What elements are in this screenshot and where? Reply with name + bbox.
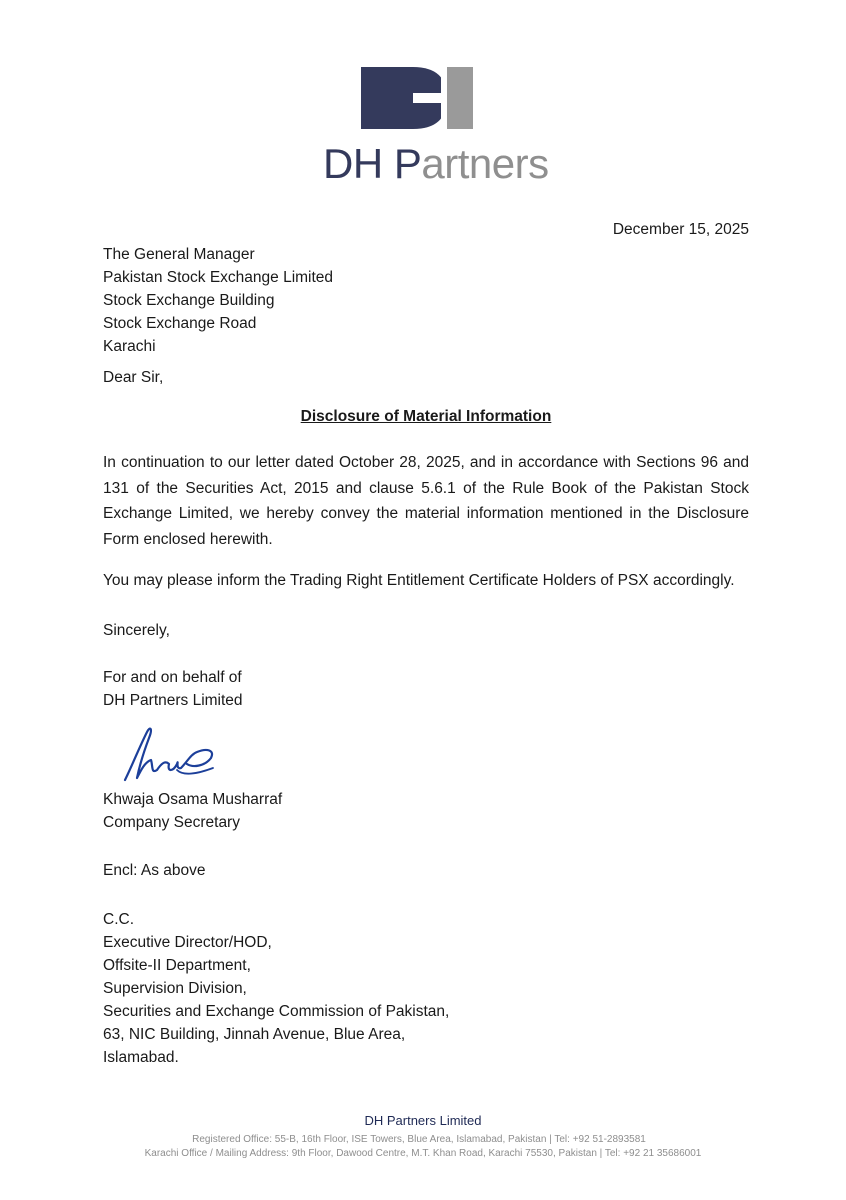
logo-gap [441,67,447,129]
subject-heading: Disclosure of Material Information [300,408,552,425]
brand-wordmark-strong: DH P [323,140,422,187]
brand-wordmark-light: artners [421,140,549,187]
body-paragraph-1: In continuation to our letter dated October 28, 2025, and in accordance with Sections 96 and 131 of the Securities Act, 2015 and clause 5.6.1 of the Rule Book of the Pakistan Stock Exchange Limited, we hereby convey the material information mentioned in the Disclosure Form enclosed herewith. [103,454,749,548]
cc-line: Offsite-II Department, [103,957,251,974]
letter-date: December 15, 2025 [612,221,749,238]
logo-d-block [361,67,413,129]
footer-registered-office: Registered Office: 55-B, 16th Floor, ISE Towers, Blue Area, Islamabad, Pakistan | Tel: +92 51-2893581 [192,1134,646,1145]
cc-line: Securities and Exchange Commission of Pakistan, [103,1003,450,1020]
signatory-title: Company Secretary [103,814,240,831]
recipient-line: Pakistan Stock Exchange Limited [103,269,334,286]
recipient-line: Stock Exchange Building [103,292,275,309]
dh-partners-logo-mark [361,67,473,129]
behalf-line: DH Partners Limited [103,692,243,709]
cc-line: C.C. [103,911,134,928]
cc-line: Islamabad. [103,1049,179,1066]
cc-line: 63, NIC Building, Jinnah Avenue, Blue Area, [103,1026,406,1043]
cc-line: Executive Director/HOD, [103,934,272,951]
handwritten-signature [117,718,232,790]
recipient-line: Karachi [103,338,156,355]
brand-wordmark [323,140,549,188]
signatory-name: Khwaja Osama Musharraf [103,791,283,808]
closing: Sincerely, [103,622,170,639]
on-behalf-block [103,666,243,712]
body-paragraph-2: You may please inform the Trading Right Entitlement Certificate Holders of PSX accordingly. [103,572,735,589]
recipient-line: The General Manager [103,246,255,263]
footer-karachi-office: Karachi Office / Mailing Address: 9th Floor, Dawood Centre, M.T. Khan Road, Karachi 75530, Pakistan | Tel: +92 21 35686001 [144,1148,702,1159]
signatory-block [103,788,282,834]
recipient-line: Stock Exchange Road [103,315,257,332]
recipient-address [103,243,333,358]
enclosure-note: Encl: As above [103,862,206,879]
cc-line: Supervision Division, [103,980,247,997]
logo-h-gray-bar [447,67,473,129]
footer-company-name: DH Partners Limited [364,1113,482,1128]
cc-block [103,908,449,1069]
behalf-line: For and on behalf of [103,669,242,686]
salutation: Dear Sir, [103,369,164,386]
